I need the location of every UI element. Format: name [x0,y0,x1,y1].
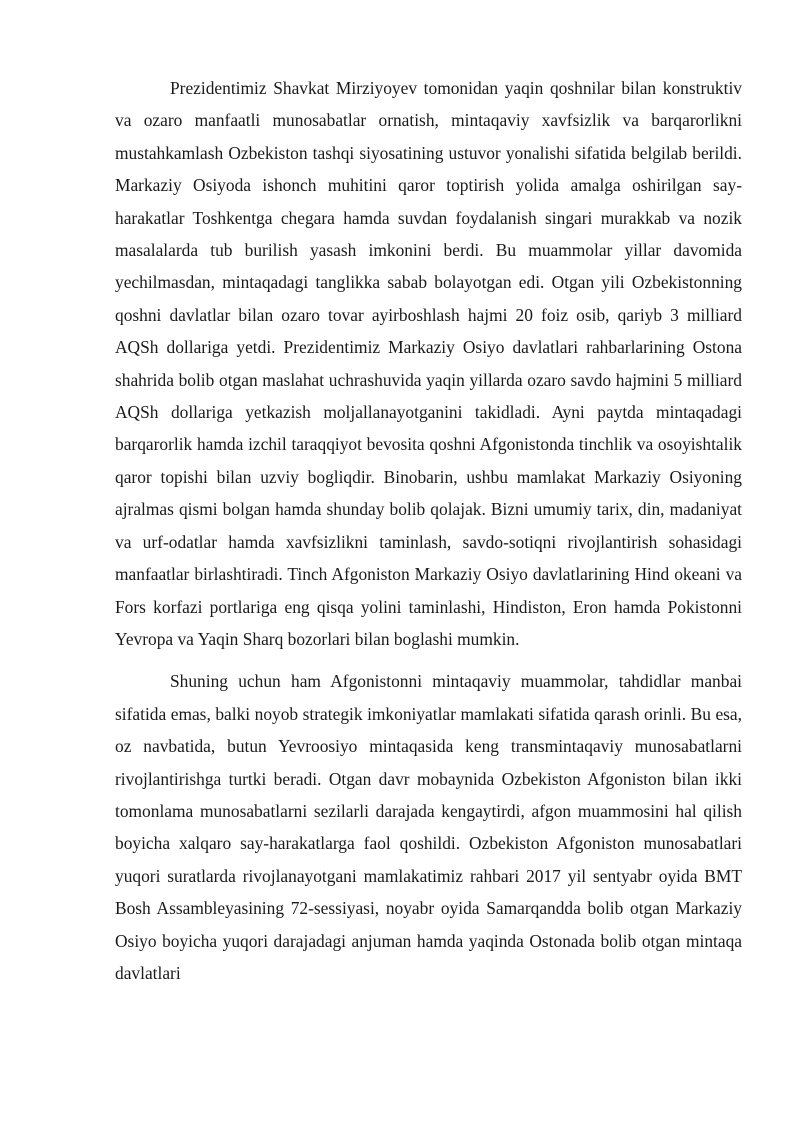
body-paragraph-1: Prezidentimiz Shavkat Mirziyoyev tomonidan yaqin qoshnilar bilan konstruktiv va ozaro manfaatli munosabatlar ornatish, mintaqaviy xavfsizlik va barqarorlikni mustahkamlash Ozbekiston tashqi siyosatining ustuvor yonalishi sifatida belgilab berildi. Markaziy Osiyoda ishonch muhitini qaror toptirish yolida amalga oshirilgan say-harakatlar Toshkentga chegara hamda suvdan foydalanish singari murakkab va nozik masalalarda tub burilish yasash imkonini berdi. Bu muammolar yillar davomida yechilmasdan, mintaqadagi tanglikka sabab bolayotgan edi. Otgan yili Ozbekistonning qoshni davlatlar bilan ozaro tovar ayirboshlash hajmi 20 foiz osib, qariyb 3 milliard AQSh dollariga yetdi. Prezidentimiz Markaziy Osiyo davlatlari rahbarlarining Ostona shahrida bolib otgan maslahat uchrashuvida yaqin yillarda ozaro savdo hajmini 5 milliard AQSh dollariga yetkazish moljallanayotganini takidladi. Ayni paytda mintaqadagi barqarorlik hamda izchil taraqqiyot bevosita qoshni Afgonistonda tinchlik va osoyishtalik qaror topishi bilan uzviy bogliqdir. Binobarin, ushbu mamlakat Markaziy Osiyoning ajralmas qismi bolgan hamda shunday bolib qolajak. Bizni umumiy tarix, din, madaniyat va urf-odatlar hamda xavfsizlikni taminlash, savdo-sotiqni rivojlantirish sohasidagi manfaatlar birlashtiradi. Tinch Afgoniston Markaziy Osiyo davlatlarining Hind okeani va Fors korfazi portlariga eng qisqa yolini taminlashi, Hindiston, Eron hamda Pokistonni Yevropa va Yaqin Sharq bozorlari bilan boglashi mumkin. [115,78,742,649]
body-paragraph-2: Shuning uchun ham Afgonistonni mintaqaviy muammolar, tahdidlar manbai sifatida emas, balki noyob strategik imkoniyatlar mamlakati sifatida qarash orinli. Bu esa, oz navbatida, butun Yevroosiyo mintaqasida keng transmintaqaviy munosabatlarni rivojlantirishga turtki beradi. Otgan davr mobaynida Ozbekiston Afgoniston bilan ikki tomonlama munosabatlarni sezilarli darajada kengaytirdi, afgon muammosini hal qilish boyicha xalqaro say-harakatlarga faol qoshildi. Ozbekiston Afgoniston munosabatlari yuqori suratlarda rivojlanayotgani mamlakatimiz rahbari 2017 yil sentyabr oyida BMT Bosh Assambleyasining 72-sessiyasi, noyabr oyida Samarqandda bolib otgan Markaziy Osiyo boyicha yuqori darajadagi anjuman hamda yaqinda Ostonada bolib otgan mintaqa davlatlari [115,671,742,983]
document-page [115,72,742,989]
